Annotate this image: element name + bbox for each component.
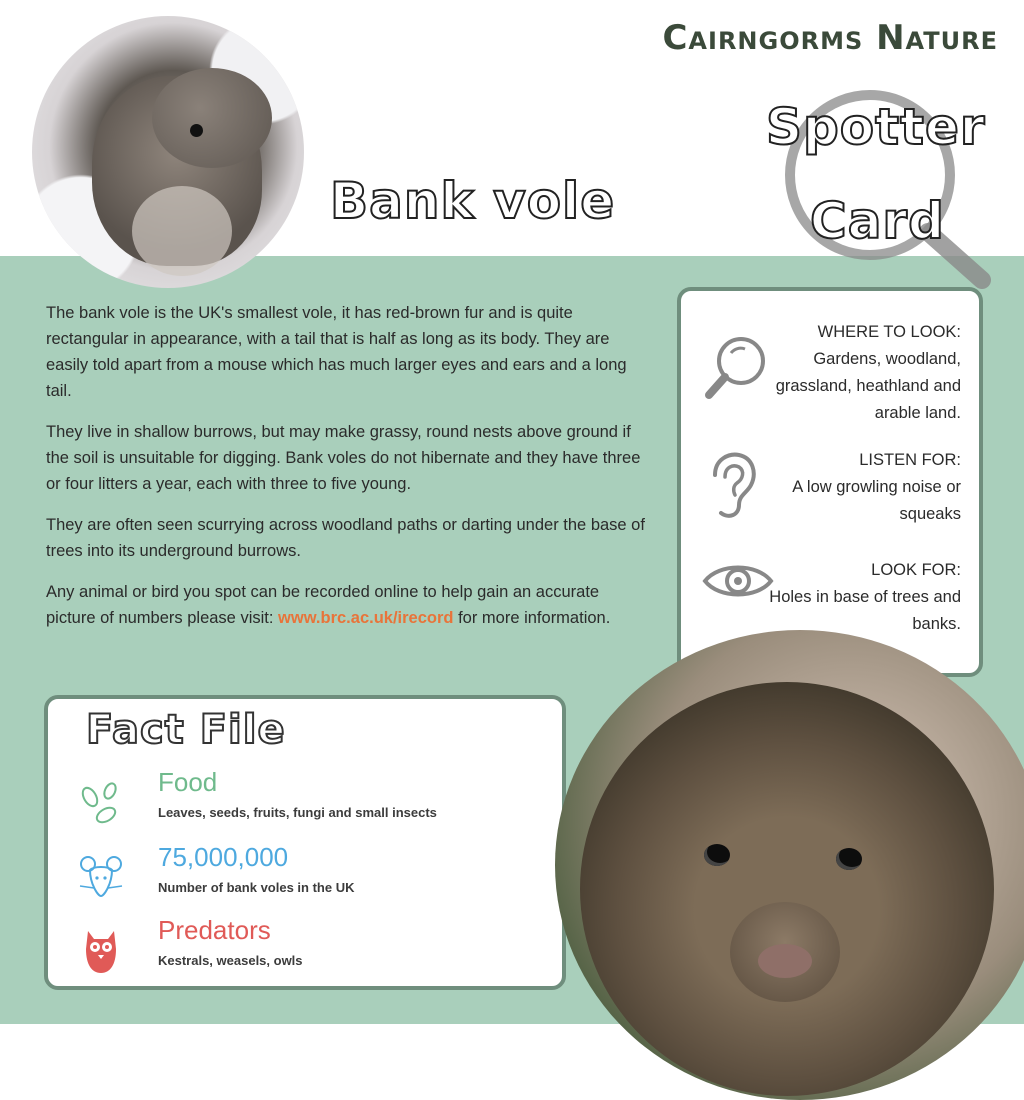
- fact-file-card: [44, 695, 566, 990]
- spotter-card-badge: [760, 80, 1000, 290]
- photo-vole-eye: [190, 124, 203, 137]
- owl-icon: [76, 925, 126, 975]
- where-to-look-body: Gardens, woodland, grassland, heathland and arable land.: [775, 350, 961, 422]
- where-to-look-heading: WHERE TO LOOK:: [817, 323, 961, 341]
- listen-for-heading: LISTEN FOR:: [859, 451, 961, 469]
- photo-vole-belly: [132, 186, 232, 276]
- fact-food-detail: Leaves, seeds, fruits, fungi and small insects: [158, 805, 437, 820]
- mouse-icon: [76, 852, 126, 902]
- photo-vole-head: [152, 68, 272, 168]
- fact-population: [76, 842, 536, 910]
- description-paragraph-3: They are often seen scurrying across woodland paths or darting under the base of trees into its underground burrows.: [46, 516, 645, 560]
- where-to-look-card: [677, 287, 983, 677]
- record-text-after: for more information.: [453, 609, 611, 627]
- photo-vole-nose: [758, 944, 812, 978]
- fact-population-heading: 75,000,000: [158, 842, 289, 872]
- fact-food-heading: Food: [158, 767, 218, 797]
- photo-vole-left-eye: [704, 844, 730, 866]
- card-word: Card: [810, 192, 945, 250]
- bank-vole-photo-top: [32, 16, 304, 288]
- fact-food: [76, 767, 536, 835]
- page-title: Bank vole: [330, 172, 616, 230]
- description-paragraph-2: They live in shallow burrows, but may make grassy, round nests above ground if the soil is unsuitable for digging. Bank voles do not hibernate and they have three or four litters a year, each with three to five young.: [46, 423, 641, 493]
- magnifier-icon: [701, 333, 771, 403]
- listen-for-body: A low growling noise or squeaks: [792, 478, 961, 523]
- where-to-look-text: [771, 319, 961, 427]
- fact-population-detail: Number of bank voles in the UK: [158, 880, 355, 895]
- photo-vole-right-eye: [836, 848, 862, 870]
- fact-predators-detail: Kestrals, weasels, owls: [158, 953, 303, 968]
- record-text-before: Any animal or bird you spot can be recorded online to help gain an accurate picture of numbers please visit:: [46, 583, 600, 627]
- description-paragraph-4: [46, 579, 646, 631]
- look-for-heading: LOOK FOR:: [871, 561, 961, 579]
- fact-predators: [76, 915, 536, 983]
- spotter-word: Spotter: [766, 98, 986, 156]
- look-for-body: Holes in base of trees and banks.: [769, 588, 961, 633]
- description-paragraph-1: The bank vole is the UK's smallest vole, it has red-brown fur and is quite rectangular in appearance, with a tail that is half as long as its body. They are easily told apart from a mouse which has much larger eyes and ears and a long tail.: [46, 304, 627, 400]
- description: [46, 300, 646, 646]
- bank-vole-photo-closeup: [580, 682, 994, 1096]
- seeds-icon: [76, 777, 126, 827]
- brand-title: Cairngorms Nature: [662, 18, 998, 58]
- fact-predators-heading: Predators: [158, 915, 271, 945]
- irecord-link[interactable]: www.brc.ac.uk/irecord: [278, 609, 454, 627]
- ear-icon: [701, 449, 761, 521]
- fact-file-title: Fact File: [86, 707, 286, 753]
- look-for-text: [761, 557, 961, 638]
- listen-for-text: [771, 447, 961, 528]
